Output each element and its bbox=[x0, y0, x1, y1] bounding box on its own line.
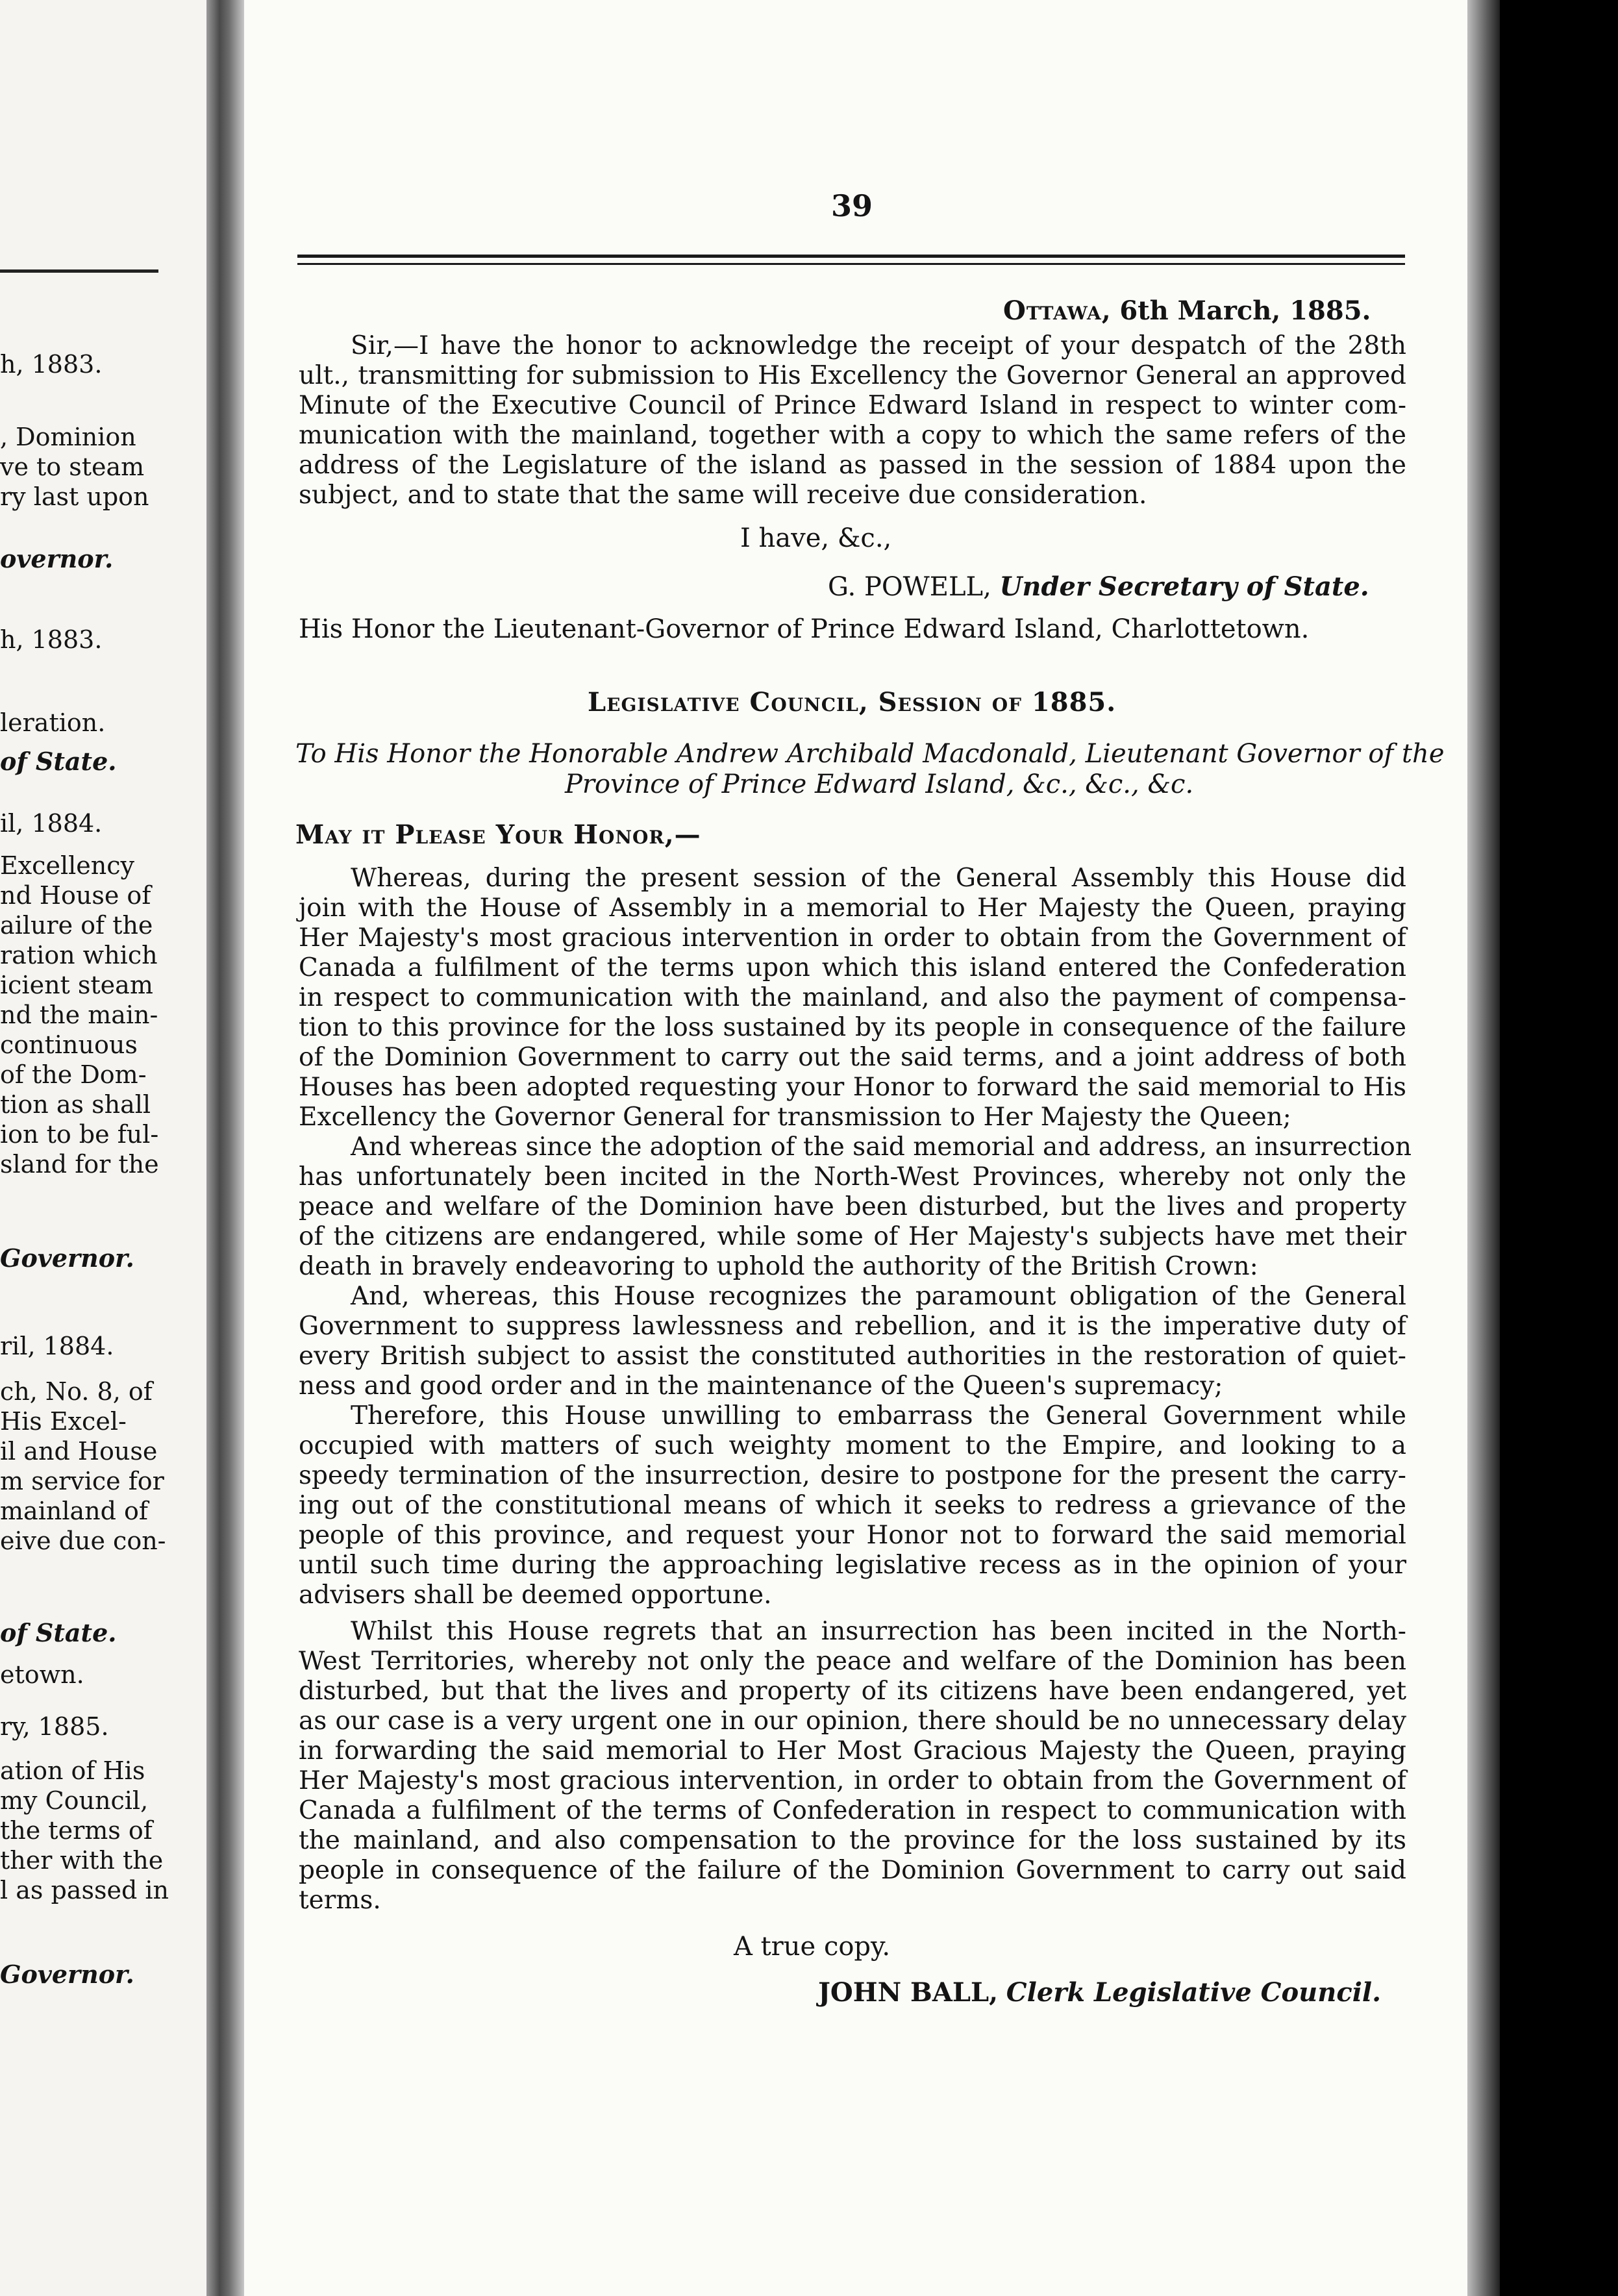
left-fragment: il and House bbox=[0, 1437, 158, 1466]
left-fragment: ation of His bbox=[0, 1756, 145, 1785]
letter-line: Sir,—I have the honor to acknowledge the receipt of your despatch of the 28th bbox=[351, 331, 1406, 360]
left-fragment: ration which bbox=[0, 941, 158, 969]
address-line: has unfortunately been incited in the North-West Provinces, whereby not only the bbox=[299, 1162, 1406, 1192]
left-fragment: Governor. bbox=[0, 1960, 134, 1989]
left-fragment: eive due con- bbox=[0, 1527, 166, 1555]
letter-line: subject, and to state that the same will receive due consideration. bbox=[299, 480, 1147, 510]
book-gutter bbox=[206, 0, 244, 2296]
left-page-rule bbox=[0, 269, 158, 273]
address-line: Her Majesty's most gracious intervention in order to obtain from the Government of bbox=[299, 923, 1406, 953]
address-line: peace and welfare of the Dominion have been disturbed, but the lives and property bbox=[299, 1192, 1406, 1221]
address-recipient-line1: To His Honor the Honorable Andrew Archibald Macdonald, Lieutenant Governor of the bbox=[295, 739, 1445, 769]
left-fragment: , Dominion bbox=[0, 423, 136, 451]
left-fragment: leration. bbox=[0, 708, 106, 737]
address-line: people in consequence of the failure of the Dominion Government to carry out said bbox=[299, 1856, 1406, 1885]
address-line: Whereas, during the present session of the General Assembly this House did bbox=[351, 864, 1406, 893]
address-line: Whilst this House regrets that an insurrection has been incited in the North- bbox=[351, 1617, 1406, 1646]
left-fragment: ion to be ful- bbox=[0, 1120, 159, 1149]
left-fragment: ry last upon bbox=[0, 482, 149, 511]
left-fragment: Governor. bbox=[0, 1243, 134, 1273]
address-line: tion to this province for the loss sustained by its people in consequence of the failure bbox=[299, 1013, 1406, 1042]
left-fragment: of the Dom- bbox=[0, 1060, 147, 1089]
address-line: Houses has been adopted requesting your Honor to forward the said memorial to His bbox=[299, 1073, 1406, 1102]
letter-closing: I have, &c., bbox=[740, 523, 892, 553]
letter-line: munication with the mainland, together with a copy to which the same refers of the bbox=[299, 421, 1406, 450]
letter-dateline bbox=[1003, 295, 1371, 326]
header-rule-top bbox=[297, 255, 1405, 258]
address-heading: Legislative Council, Session of 1885. bbox=[588, 687, 1117, 718]
letter-signature bbox=[828, 571, 1369, 602]
letter-addressee: His Honor the Lieutenant-Governor of Prince Edward Island, Charlottetown. bbox=[299, 614, 1310, 644]
left-fragment: sland for the bbox=[0, 1150, 159, 1179]
clerk-name: JOHN BALL, bbox=[818, 1977, 999, 2008]
address-line: And, whereas, this House recognizes the paramount obligation of the General bbox=[351, 1282, 1406, 1311]
left-fragment: His Excel- bbox=[0, 1407, 127, 1436]
left-fragment: etown. bbox=[0, 1660, 84, 1689]
address-line: as our case is a very urgent one in our opinion, there should be no unnecessary delay bbox=[299, 1706, 1406, 1736]
left-fragment: of State. bbox=[0, 747, 117, 776]
left-fragment: nd House of bbox=[0, 881, 151, 910]
address-line: death in bravely endeavoring to uphold the authority of the British Crown: bbox=[299, 1252, 1258, 1281]
left-fragment: h, 1883. bbox=[0, 625, 103, 654]
address-line: Government to suppress lawlessness and rebellion, and it is the imperative duty of bbox=[299, 1312, 1406, 1341]
left-fragment: the terms of bbox=[0, 1816, 153, 1845]
address-line: people of this province, and request your Honor not to forward the said memorial bbox=[299, 1521, 1406, 1550]
left-fragment: ch, No. 8, of bbox=[0, 1377, 153, 1406]
address-line: of the Dominion Government to carry out the said terms, and a joint address of both bbox=[299, 1043, 1406, 1072]
address-line: in respect to communication with the mainland, and also the payment of compensa- bbox=[299, 983, 1406, 1012]
left-fragment: tion as shall bbox=[0, 1090, 151, 1119]
left-fragment: ther with the bbox=[0, 1846, 164, 1875]
address-line: join with the House of Assembly in a memorial to Her Majesty the Queen, praying bbox=[299, 893, 1406, 923]
left-fragment: ve to steam bbox=[0, 453, 145, 481]
page-number: 39 bbox=[831, 188, 873, 223]
address-line: until such time during the approaching legislative recess as in the opinion of your bbox=[299, 1551, 1406, 1580]
dateline-place: Ottawa, bbox=[1003, 295, 1112, 326]
address-line: Canada a fulfilment of the terms upon which this island entered the Confederation bbox=[299, 953, 1406, 982]
left-fragment: ry, 1885. bbox=[0, 1712, 109, 1741]
letter-line: Minute of the Executive Council of Prince Edward Island in respect to winter com- bbox=[299, 391, 1406, 420]
address-recipient-line2: Province of Prince Edward Island, &c., &c., &c. bbox=[565, 769, 1194, 799]
header-rule-bottom bbox=[297, 263, 1405, 265]
signer-title: Under Secretary of State. bbox=[999, 571, 1369, 602]
address-line: West Territories, whereby not only the peace and welfare of the Dominion has been bbox=[299, 1647, 1406, 1676]
address-line: in forwarding the said memorial to Her Most Gracious Majesty the Queen, praying bbox=[299, 1736, 1406, 1766]
address-line: Therefore, this House unwilling to embarrass the General Government while bbox=[351, 1401, 1406, 1430]
address-line: Canada a fulfilment of the terms of Confederation in respect to communication with bbox=[299, 1796, 1406, 1825]
left-fragment: nd the main- bbox=[0, 1001, 158, 1029]
letter-line: ult., transmitting for submission to His Excellency the Governor General an approved bbox=[299, 361, 1406, 390]
left-fragment: overnor. bbox=[0, 544, 114, 573]
left-fragment: continuous bbox=[0, 1030, 138, 1059]
clerk-title: Clerk Legislative Council. bbox=[1006, 1977, 1382, 2008]
signer-name: G. POWELL, bbox=[828, 572, 991, 602]
address-line: Excellency the Governor General for transmission to Her Majesty the Queen; bbox=[299, 1103, 1291, 1132]
address-line: advisers shall be deemed opportune. bbox=[299, 1580, 772, 1610]
left-fragment: my Council, bbox=[0, 1786, 149, 1815]
left-fragment: icient steam bbox=[0, 971, 153, 999]
certification-text: A true copy. bbox=[734, 1932, 891, 1962]
address-line: speedy termination of the insurrection, desire to postpone for the present the carry- bbox=[299, 1461, 1406, 1490]
letter-line: address of the Legislature of the island as passed in the session of 1884 upon the bbox=[299, 451, 1406, 480]
left-fragment: of State. bbox=[0, 1618, 117, 1647]
address-salutation: May it Please Your Honor,— bbox=[295, 819, 701, 850]
address-line: ness and good order and in the maintenance of the Queen's supremacy; bbox=[299, 1371, 1223, 1401]
clerk-signature bbox=[818, 1977, 1381, 2008]
address-line: disturbed, but that the lives and property of its citizens have been endangered, yet bbox=[299, 1677, 1406, 1706]
left-fragment: m service for bbox=[0, 1467, 164, 1495]
address-line: of the citizens are endangered, while some of Her Majesty's subjects have met their bbox=[299, 1222, 1406, 1251]
address-line: ing out of the constitutional means of which it seeks to redress a grievance of the bbox=[299, 1491, 1406, 1520]
address-line: Her Majesty's most gracious intervention, in order to obtain from the Government of bbox=[299, 1766, 1406, 1795]
address-line: And whereas since the adoption of the said memorial and address, an insurrection bbox=[351, 1132, 1412, 1162]
address-line: occupied with matters of such weighty moment to the Empire, and looking to a bbox=[299, 1431, 1406, 1460]
left-fragment: ailure of the bbox=[0, 911, 153, 940]
address-line: terms. bbox=[299, 1886, 381, 1915]
left-fragment: mainland of bbox=[0, 1497, 148, 1525]
left-fragment: il, 1884. bbox=[0, 809, 103, 838]
left-fragment: l as passed in bbox=[0, 1876, 169, 1904]
left-fragment: Excellency bbox=[0, 851, 134, 880]
left-fragment: h, 1883. bbox=[0, 350, 103, 379]
address-line: every British subject to assist the constituted authorities in the restoration of quiet- bbox=[299, 1341, 1406, 1371]
left-fragment: ril, 1884. bbox=[0, 1332, 114, 1360]
page-edge-shadow bbox=[1467, 0, 1500, 2296]
dateline-date: 6th March, 1885. bbox=[1119, 295, 1371, 326]
address-line: the mainland, and also compensation to the province for the loss sustained by its bbox=[299, 1826, 1406, 1855]
